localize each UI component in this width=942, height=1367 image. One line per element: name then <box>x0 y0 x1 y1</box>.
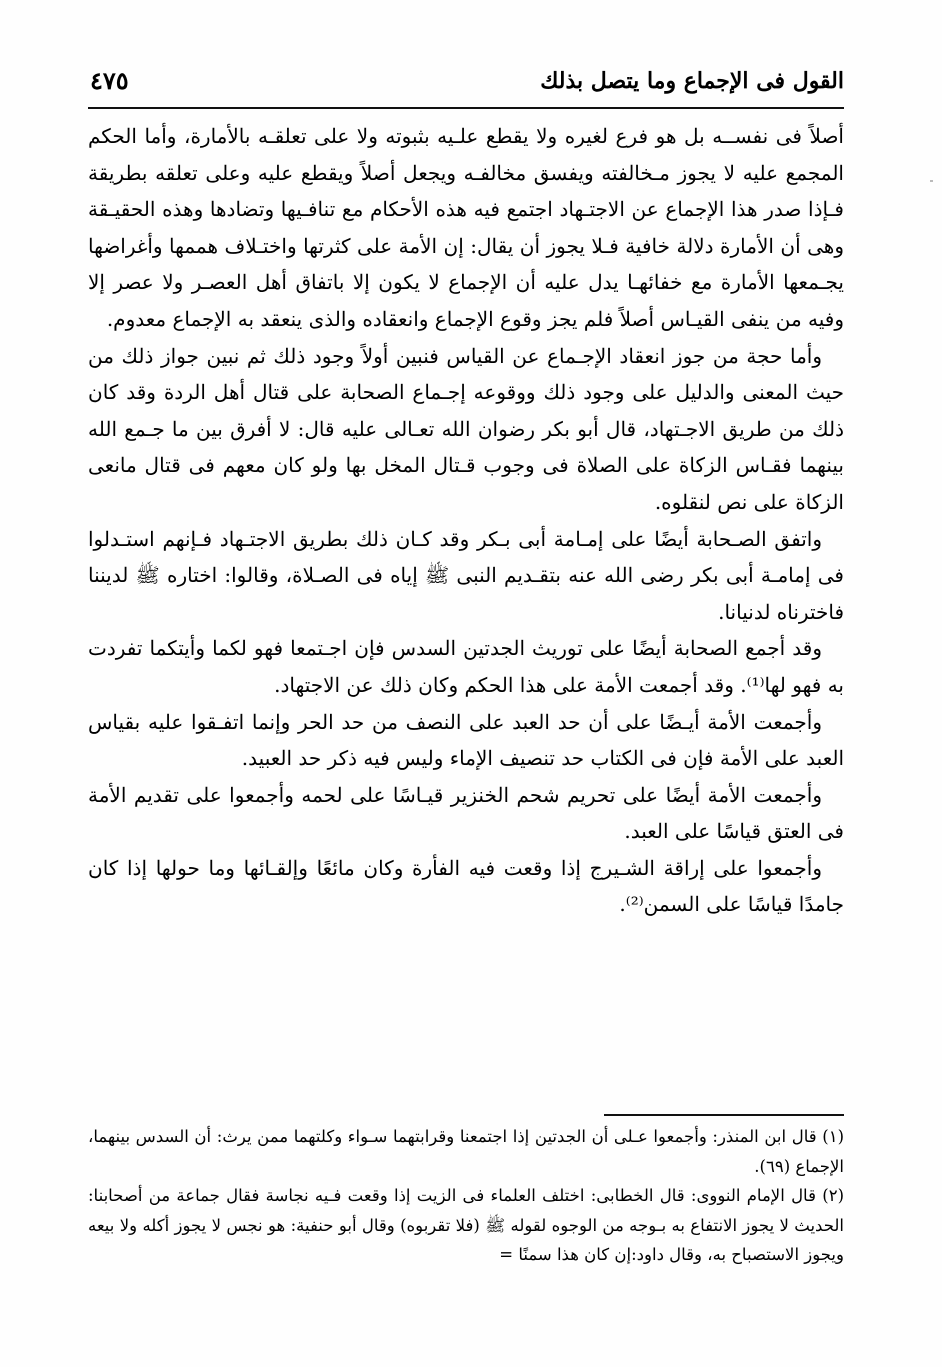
paragraph: أصلاً فى نفســه بل هو فرع لغيره ولا يقطع علـيه بثبوته ولا على تعلقـه بالأمارة، وأما الحكم المجمع عليه لا يجوز مـخالفته ويفسق مخالفـه ويجعل أصلاً ويقطع عليه وعلى تعلقه بطريقة فـإذا صدر هذا الإجماع عن الاجتـهاد اجتمع فيه هذه الأحكام مع تنافـيها وتضادها وهذه الحقيـقة وهى أن الأمارة دلالة خافية فـلا يجوز أن يقال: إن الأمة على كثرتها واختـلاف هممها وأغراضها يجـمعها الأمارة مع خفائهـا يدل عليه أن الإجماع لا يكون إلا باتفاق أهل العصـر ولا عصر إلا وفيه من ينفى القيـاس أصلاً فلم يجز وقوع الإجماع وانعقاده والذى ينعقد به الإجماع معدوم. <box>88 124 844 331</box>
paragraph: وأجمعت الأمة أيـضًا على أن حد العبد على النصف من حد الحر وإنما اتفـقوا عليه بقياس العبد على الأمة فإن فى الكتاب حد تنصيف الإماء وليس فيه ذكر حد العبيد. <box>88 709 844 771</box>
paragraph: وأجمعت الأمة أيضًا على تحريم شحم الخنزير قيـاسًا على لحمه وأجمعوا على تقديم الأمة فى العتق قياسًا على العبد. <box>88 782 844 844</box>
footnote-2: (٢) قال الإمام النووى: قال الخطابى: اختلف العلماء فى الزيت إذا وقعت فـيه نجاسة فقال جماعة من أصحابنا: الحديث لا يجوز الانتفاع به بـوجه من الوجوه لقوله ﷺ (فلا تقربوه) وقال أبو حنفية: هو نجس لا يجوز أكله ولا بيعه ويجوز الاستصباح به، وقال داود:إن كان هذا سمنًا = <box>88 1186 844 1264</box>
paragraph: واتفق الصـحابة أيضًا على إمـامة أبى بـكر وقد كـان ذلك بطريق الاجتـهاد فـإنهم استـدلوا فى إمامـة أبى بكر رضى الله عنه بتقـديم النبى ﷺ إياه فى الصـلاة، وقالوا: اختاره ﷺ لديننا فاخترناه لدنيانا. <box>88 526 844 624</box>
footnote-separator <box>604 1114 844 1116</box>
paragraph: وأجمعوا على إراقة الشـيرج إذا وقعت فيه الفأرة وكان مائعًا وإلقـائها وما حولها إذا كان جامدًا قياسًا على السمن⁽²⁾. <box>88 855 844 917</box>
page-number: ٤٧٥ <box>90 66 129 95</box>
paragraph: وقد أجمع الصحابة أيضًا على توريث الجدتين السدس فإن اجـتمعا فهو لكما وأيتكما تفردت به فهو لها⁽¹⁾. وقد أجمعت الأمة على هذا الحكم وكان ذلك عن الاجتهاد. <box>88 636 844 697</box>
paragraph: وأما حجة من جوز انعقاد الإجـماع عن القياس فنبين أولاً وجود ذلك ثم نبين جواز ذلك من حيث المعنى والدليل على وجود ذلك ووقوعه إجـماع الصحابة على قتال أهل الردة وقد كان ذلك من طريق الاجـتهاد، قال أبو بكر رضوان الله تعـالى عليه قال: لا أفرق بين ما جـمع الله بينهما فقـاس الزكاة على الصلاة فى وجوب قـتال المخل بها ولو كان معهم فى قتال مانعى الزكاة على نص لنقلوه. <box>88 343 844 514</box>
footnote-1: (١) قال ابن المنذر: وأجمعوا عـلى أن الجدتين إذا اجتمعنا وقرابتهما سـواء وكلتهما ممن يرث: أن السدس بينهما، الإجماع (٦٩). <box>88 1127 844 1176</box>
header-rule <box>88 107 844 109</box>
scan-speck <box>930 180 933 182</box>
running-title: القول فى الإجماع وما يتصل بذلك <box>540 68 844 94</box>
main-text <box>88 118 844 923</box>
page-header <box>88 64 844 106</box>
footnotes <box>88 1122 844 1270</box>
